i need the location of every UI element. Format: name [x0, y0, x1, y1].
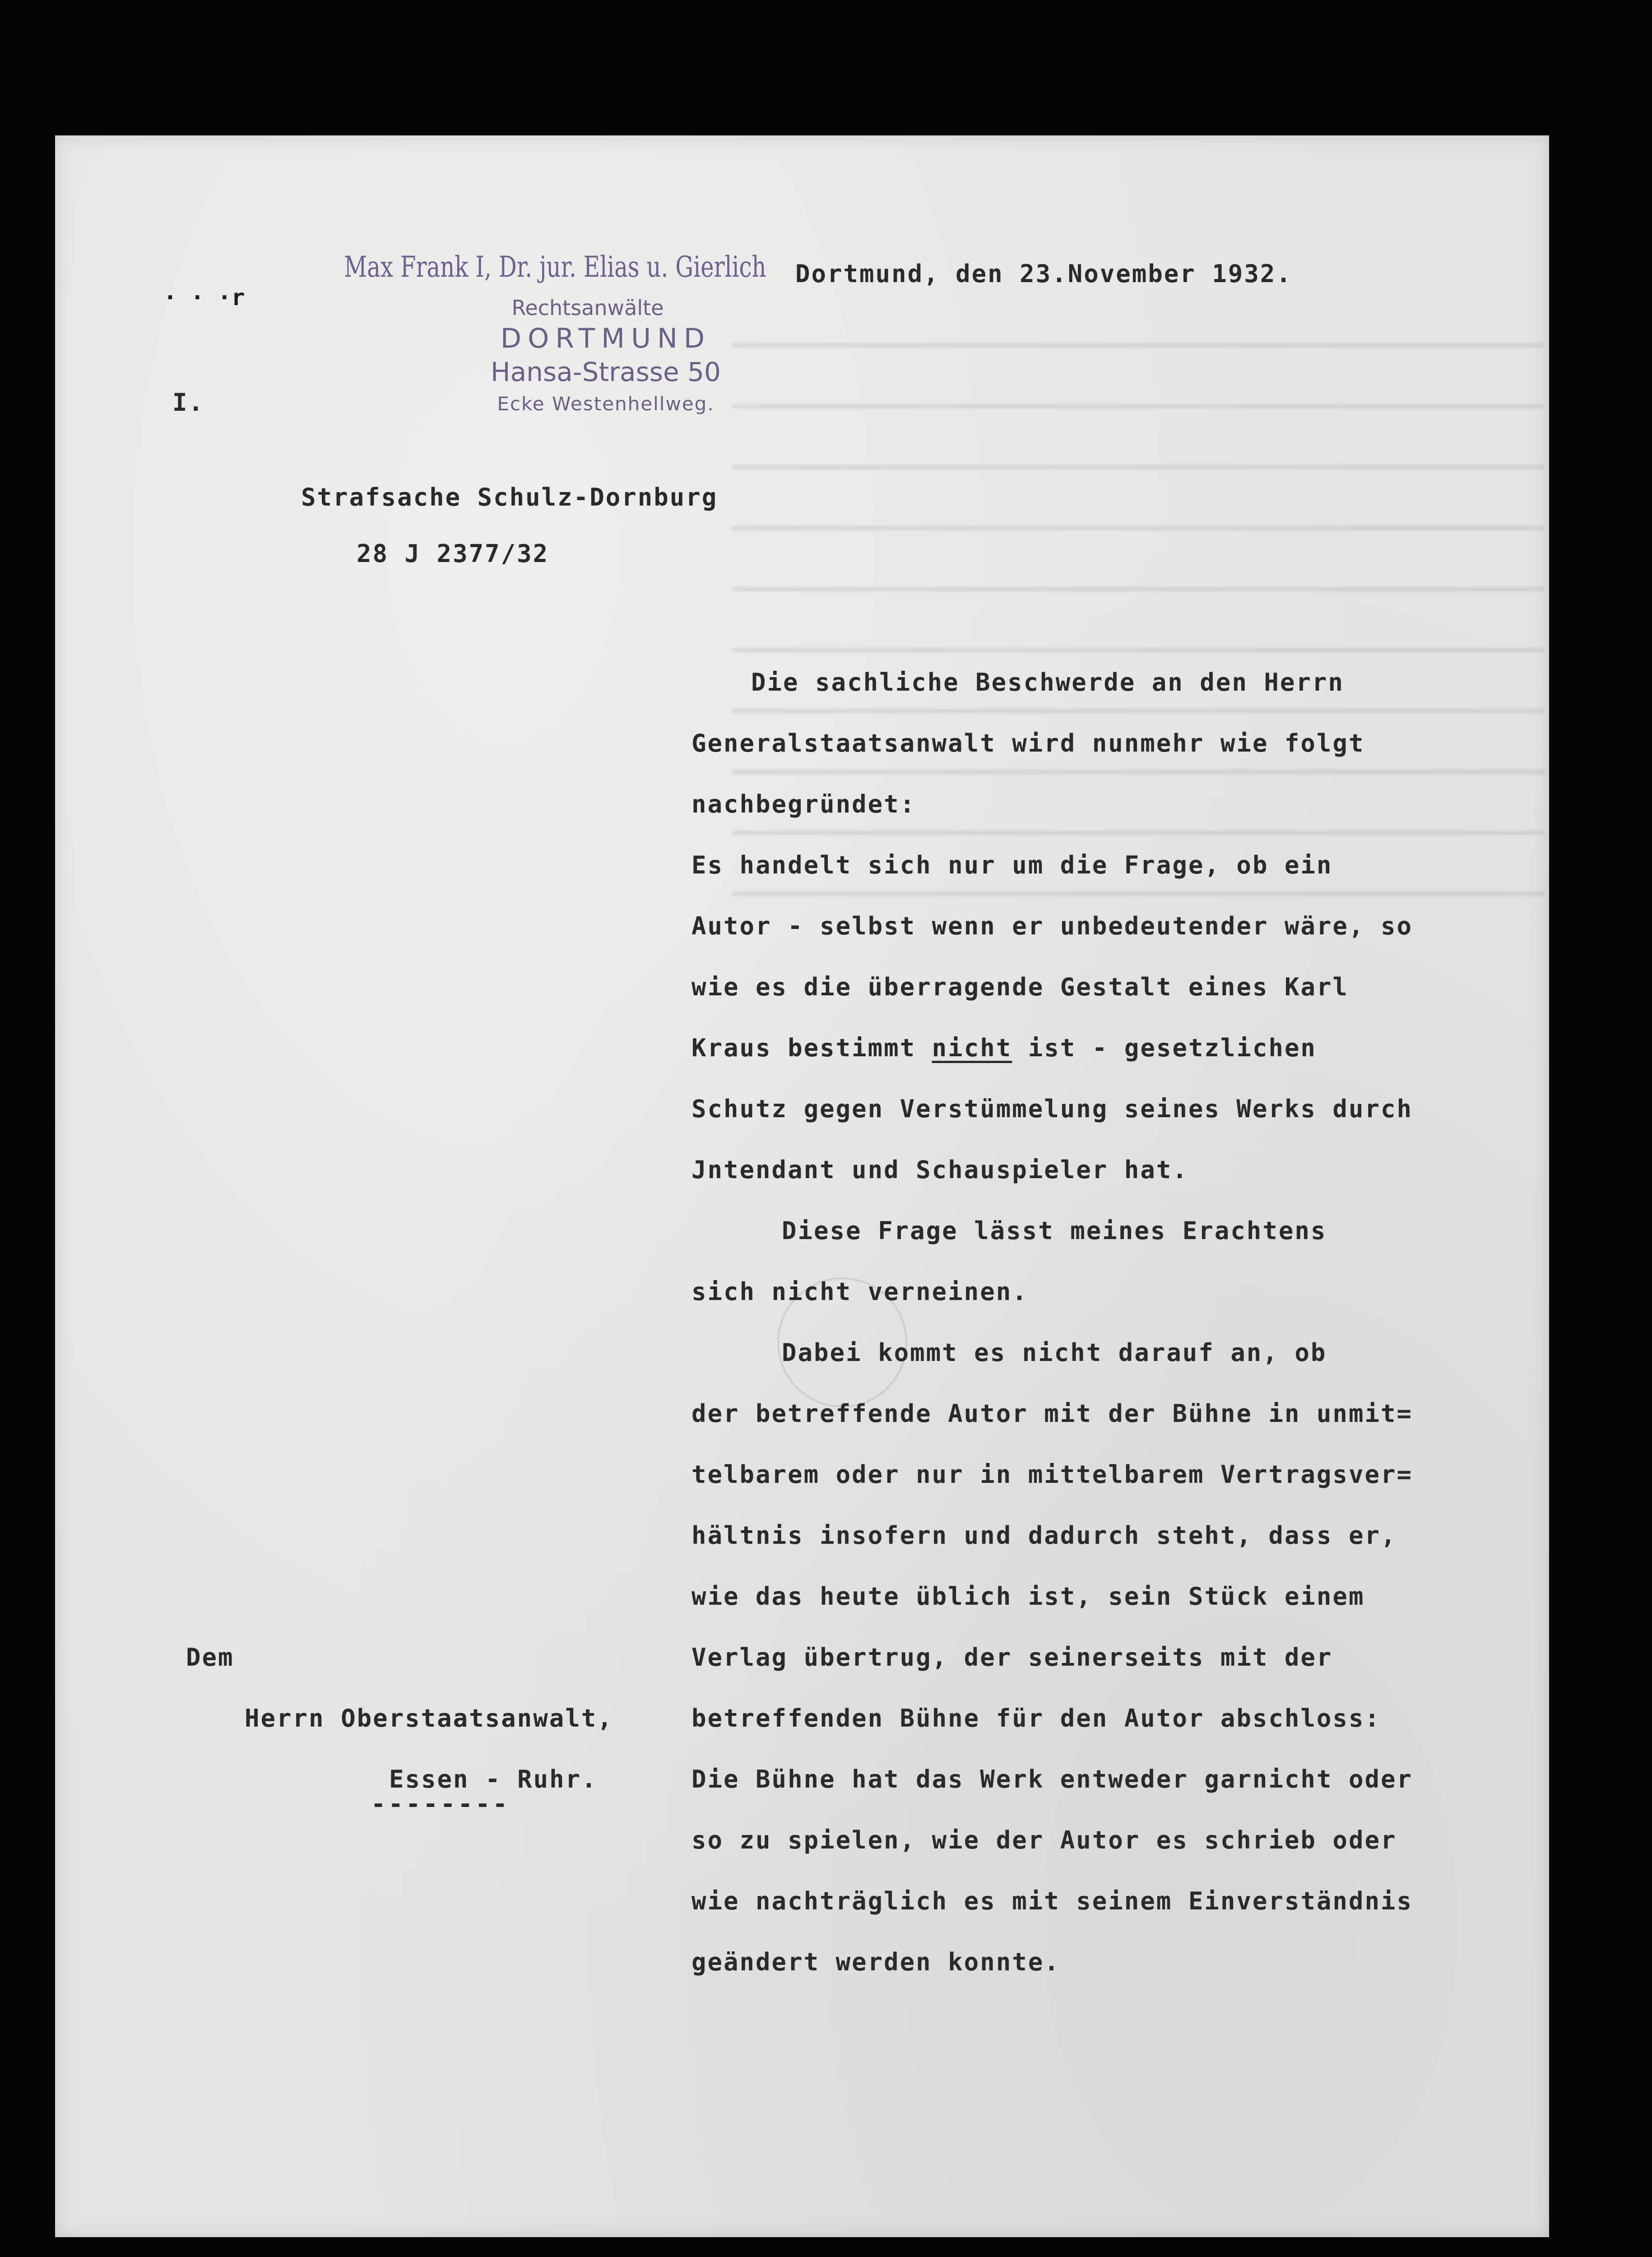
- recipient-underline: --------: [371, 1790, 510, 1818]
- letter-page: [55, 135, 1549, 2237]
- stamp-street: Hansa-Strasse 50: [491, 357, 721, 387]
- body-line: Generalstaatsanwalt wird nunmehr wie folgt: [691, 729, 1365, 757]
- body-line: Die Bühne hat das Werk entweder garnicht oder: [691, 1765, 1413, 1793]
- body-line: hältnis insofern und dadurch steht, dass er,: [691, 1521, 1397, 1550]
- body-line: telbarem oder nur in mittelbarem Vertragsver=: [691, 1460, 1413, 1489]
- emphasis-nicht: nicht: [932, 1034, 1012, 1062]
- recipient-line-2: Herrn Oberstaatsanwalt,: [245, 1704, 613, 1732]
- body-line: so zu spielen, wie der Autor es schrieb oder: [691, 1826, 1397, 1854]
- body-line: wie nachträglich es mit seinem Einverständnis: [691, 1887, 1413, 1915]
- stamp-title: Rechtsanwälte: [511, 296, 664, 320]
- stamp-city: DORTMUND: [500, 323, 711, 354]
- body-line: nachbegründet:: [691, 790, 916, 818]
- recipient-line-3: Essen - Ruhr.: [389, 1765, 598, 1793]
- bleed-through-text: [732, 343, 1545, 930]
- section-mark: I.: [172, 388, 205, 417]
- body-line: wie es die überragende Gestalt eines Karl: [691, 973, 1349, 1001]
- body-line: Schutz gegen Verstümmelung seines Werks durch: [691, 1095, 1413, 1123]
- stamp-corner: Ecke Westenhellweg.: [497, 393, 715, 415]
- stamp-firm-name: Max Frank I, Dr. jur. Elias u. Gierlich: [344, 251, 766, 284]
- case-title: Strafsache Schulz-Dornburg: [301, 483, 718, 511]
- body-line: sich nicht verneinen.: [691, 1277, 1028, 1306]
- body-line: der betreffende Autor mit der Bühne in unmit=: [691, 1399, 1413, 1428]
- body-fragment: Kraus bestimmt: [691, 1034, 916, 1062]
- body-line: [691, 1034, 1317, 1062]
- body-line: Verlag übertrug, der seinerseits mit der: [691, 1643, 1333, 1672]
- body-line: Autor - selbst wenn er unbedeutender wäre, so: [691, 912, 1413, 940]
- body-fragment: ist - gesetzlichen: [1028, 1034, 1317, 1062]
- body-line: geändert werden konnte.: [691, 1948, 1060, 1976]
- corner-marks: · · ·r: [163, 284, 245, 311]
- body-line: Dabei kommt es nicht darauf an, ob: [782, 1338, 1327, 1367]
- body-line: Diese Frage lässt meines Erachtens: [782, 1217, 1327, 1245]
- body-line: wie das heute üblich ist, sein Stück einem: [691, 1582, 1365, 1611]
- body-line: Jntendant und Schauspieler hat.: [691, 1156, 1188, 1184]
- body-line: Die sachliche Beschwerde an den Herrn: [751, 668, 1344, 697]
- place-date: Dortmund, den 23.November 1932.: [795, 260, 1292, 288]
- body-line: betreffenden Bühne für den Autor abschloss:: [691, 1704, 1381, 1732]
- case-number: 28 J 2377/32: [357, 539, 549, 568]
- recipient-line-1: Dem: [186, 1643, 234, 1672]
- body-line: Es handelt sich nur um die Frage, ob ein: [691, 851, 1333, 879]
